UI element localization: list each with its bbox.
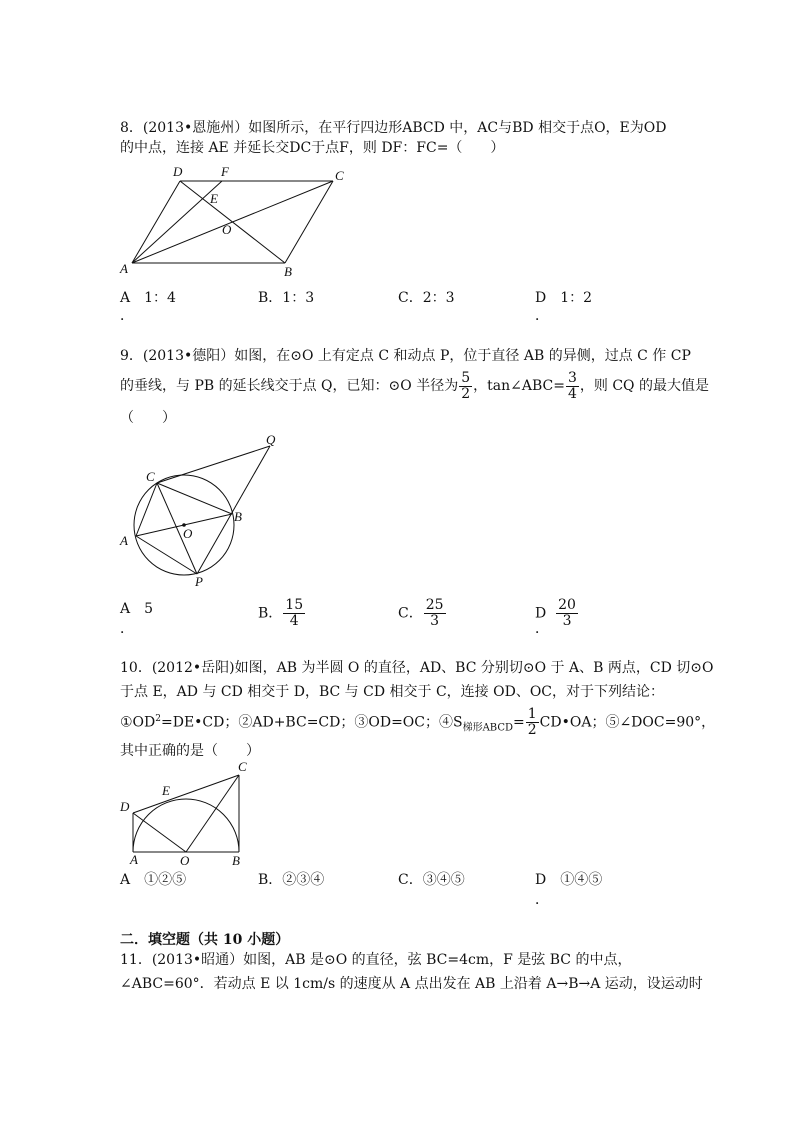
q10-option-d: D ①④⑤ [535,872,603,888]
q8-label-a: A [120,261,128,276]
q8-label-e: E [210,191,218,206]
q9-text-line3: （ ） [120,410,176,426]
q11-text-line1: 11．(2013•昭通）如图，AB 是⊙O 的直径，弦 BC=4cm，F 是弦 BC 的中点， [120,952,632,968]
q9-text-line2-c: ，则 CQ 的最大值是 [579,378,709,394]
q10-text-line2: 于点 E，AD 与 CD 相交于 D，BC 与 CD 相交于 C，连接 OD、OC，对于下列结论： [120,684,665,700]
q10-label-a: A [130,852,138,867]
q9-option-d: D $\frac{20}{3}$ [535,597,576,629]
q10-label-e: E [162,783,170,798]
q10-label-c: C [238,759,247,774]
q9-option-c-fraction: $\frac{25}{3}$ [425,597,444,629]
q9-label-b: B [234,509,242,524]
q9-option-c: C． $\frac{25}{3}$ [398,597,444,629]
q10-option-d-dot: ． [535,892,549,908]
q8-option-d-dot: ． [535,308,549,324]
q8-label-o: O [222,222,232,237]
q10-option-b: B．②③④ [258,872,325,888]
q8-text-line2: 的中点，连接 AE 并延长交DC于点F，则 DF：FC=（ ） [120,140,505,156]
q8-label-d: D [173,164,183,179]
q8-label-f: F [221,164,229,179]
q8-label-c: C [335,168,344,183]
section-title: 二．填空题（共 10 小题） [120,932,290,948]
q9-label-p: P [195,574,203,589]
q8-option-d: D 1：2 [535,290,593,306]
q9-text-line1: 9．(2013•德阳）如图，在⊙O 上有定点 C 和动点 P，位于直径 AB 的异侧，过点 C 作 CP [120,348,691,364]
q8-text-line1: 8．(2013•恩施州）如图所示，在平行四边形ABCD 中，AC与BD 相交于点O，E为OD [120,120,667,136]
q10-label-b: B [232,853,240,868]
q9-option-a: A 5 [120,601,154,617]
q8-option-b: B．1：3 [258,290,315,306]
q9-option-d-dot: ． [535,621,549,637]
q10-half-fraction: $\frac{1}{2}$ [527,706,537,739]
q8-option-a: A 1：4 [120,290,176,306]
q10-conclusions: $①OD^2=DE•CD$；②AD+BC=CD；③OD=OC；$④S_{梯形ABCD}=$ $\frac{1}{2}$ CD•OA；⑤∠DOC=90°， [120,706,716,739]
q9-tan-fraction: $\frac{3}{4}$ [567,369,577,402]
q9-option-b-fraction: $\frac{15}{4}$ [285,597,304,629]
q9-option-b: B． $\frac{15}{4}$ [258,597,304,629]
q10-option-a: A ①②⑤ [120,872,187,888]
q8-option-a-dot: ． [120,308,134,324]
q10-option-c: C．③④⑤ [398,872,465,888]
q8-option-c: C．2：3 [398,290,455,306]
q9-text-line2-a: 的垂线，与 PB 的延长线交于点 Q，已知：⊙O 半径为 [120,378,459,394]
q8-label-b: B [284,264,292,279]
q10-text-line4: 其中正确的是（ ） [120,743,260,759]
q10-label-d: D [120,799,130,814]
q9-radius-fraction: $\frac{5}{2}$ [461,369,471,402]
q11-text-line2: ∠ABC=60°．若动点 E 以 1cm/s 的速度从 A 点出发在 AB 上沿着 A→B→A 运动，设运动时 [120,976,703,992]
q9-label-a: A [120,533,128,548]
q9-option-a-dot: ． [120,621,134,637]
q10-text-line1: 10．(2012•岳阳)如图，AB 为半圆 O 的直径，AD、BC 分别切⊙O 于 A、B 两点，CD 切⊙O [120,660,714,676]
q9-text-line2-b: ，tan∠ABC= [473,378,565,394]
q9-option-d-fraction: $\frac{20}{3}$ [558,597,576,629]
q9-label-o: O [183,526,193,541]
q9-label-c: C [146,469,155,484]
q9-label-q: Q [266,432,276,447]
q10-label-o: O [180,853,190,868]
